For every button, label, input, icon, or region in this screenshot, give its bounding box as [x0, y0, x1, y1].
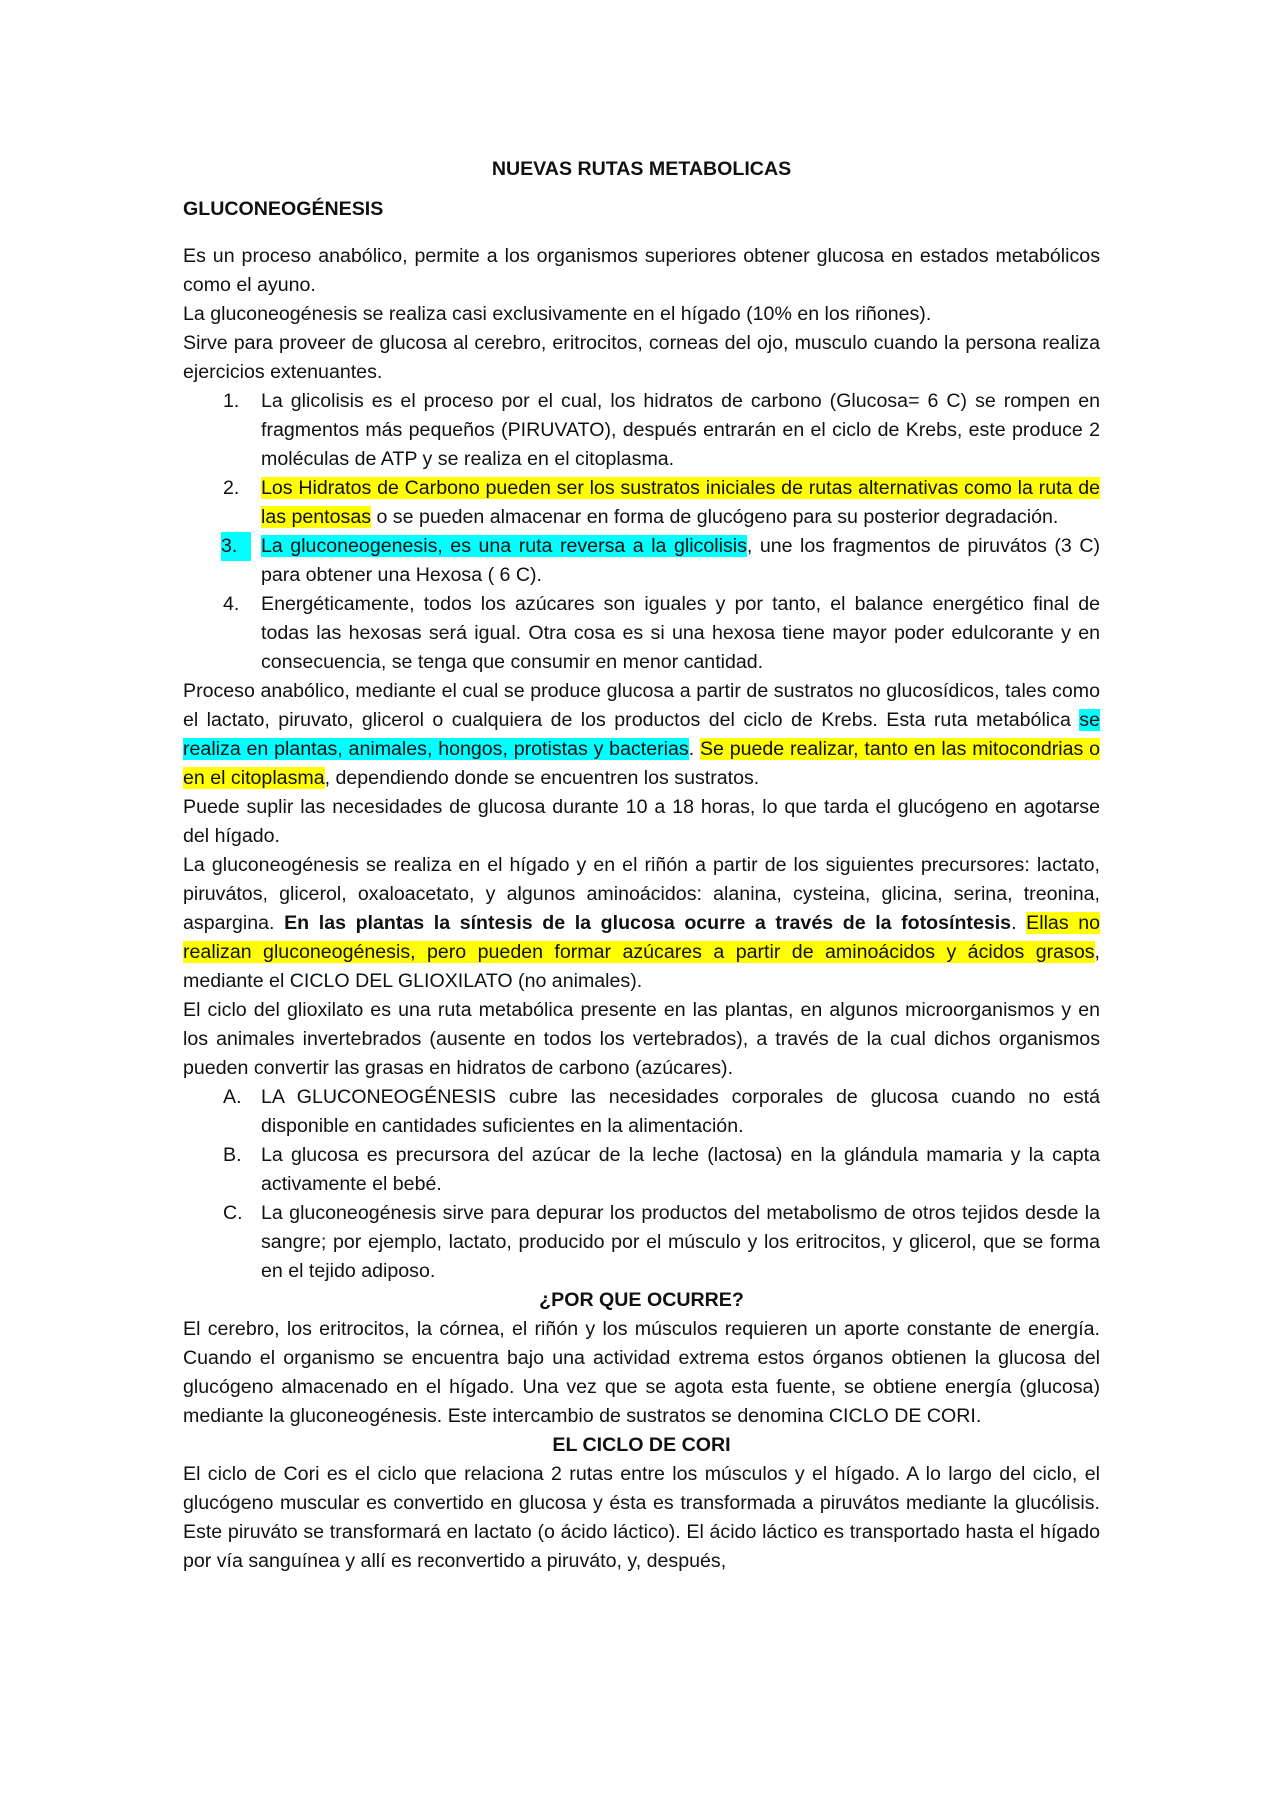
- list-item-text: La gluconeogénesis sirve para depurar los productos del metabolismo de otros tejidos desde la sangre; por ejemplo, lactato, producido por el músculo y los eritrocitos, y glicerol, que se forma en el tejido adiposo.: [261, 1202, 1100, 1282]
- text-run: Proceso anabólico, mediante el cual se produce glucosa a partir de sustratos no glucosídicos, tales como el lactato, piruvato, glicerol o cualquiera de los productos del ciclo de Krebs. Esta ruta metabólica: [183, 680, 1100, 731]
- list-item-text: La glucosa es precursora del azúcar de la leche (lactosa) en la glándula mamaria y la capta activamente el bebé.: [261, 1144, 1100, 1195]
- list-item-text: , une los fragmentos de piruvátos (3 C) para obtener una Hexosa ( 6 C).: [261, 535, 1101, 586]
- list-item-text: o se pueden almacenar en forma de glucógeno para su posterior degradación.: [371, 506, 1059, 528]
- text-run: , mediante el CICLO DEL GLIOXILATO (no animales).: [183, 941, 1100, 992]
- list-item: [183, 590, 1100, 677]
- text-run: , dependiendo donde se encuentren los sustratos.: [324, 767, 760, 789]
- paragraph-glioxilato: El ciclo del glioxilato es una ruta metabólica presente en las plantas, en algunos microorganismos y en los animales invertebrados (ausente en todos los vertebrados), a través de la cual dichos organismos pueden convertir las grasas en hidratos de carbono (azúcares).: [183, 999, 1100, 1079]
- list-item: [183, 1141, 1100, 1199]
- list-marker: B.: [223, 1144, 242, 1166]
- list-marker: 1.: [223, 390, 240, 412]
- list-marker: 4.: [223, 593, 240, 615]
- section-heading-gluconeogenesis: GLUCONEOGÉNESIS: [183, 198, 384, 220]
- paragraph-ciclo-de-cori: El ciclo de Cori es el ciclo que relaciona 2 rutas entre los músculos y el hígado. A lo largo del ciclo, el glucógeno muscular es convertido en glucosa y ésta es transformada a piruvátos mediante la glucólisis. Este piruváto se transformará en lactato (o ácido láctico). El ácido láctico es transportado hasta el hígado por vía sanguínea y allí es reconvertido a piruváto, y, después,: [183, 1463, 1100, 1572]
- list-item: [183, 474, 1100, 532]
- paragraph-precursores: [183, 851, 1100, 996]
- paragraph-por-que: El cerebro, los eritrocitos, la córnea, el riñón y los músculos requieren un aporte constante de energía. Cuando el organismo se encuentra bajo una actividad extrema estos órganos obtienen la glucosa del glucógeno almacenado en el hígado. Una vez que se agota esta fuente, se obtiene energía (glucosa) mediante la gluconeogénesis. Este intercambio de sustratos se denomina CICLO DE CORI.: [183, 1318, 1100, 1427]
- list-item: [183, 532, 1100, 590]
- list-item: [183, 1083, 1100, 1141]
- list-item-text: LA GLUCONEOGÉNESIS cubre las necesidades corporales de glucosa cuando no está disponible en cantidades suficientes en la alimentación.: [261, 1086, 1100, 1137]
- list-item-text: La glicolisis es el proceso por el cual, los hidratos de carbono (Glucosa= 6 C) se rompen en fragmentos más pequeños (PIRUVATO), después entrarán en el ciclo de Krebs, este produce 2 moléculas de ATP y se realiza en el citoplasma.: [261, 390, 1100, 470]
- section-heading-ciclo-de-cori: EL CICLO DE CORI: [552, 1434, 731, 1456]
- highlighted-text-cyan: se realiza en plantas, animales, hongos, protistas y bacterias: [183, 709, 1100, 760]
- list-marker: C.: [223, 1202, 243, 1224]
- text-run: .: [688, 738, 700, 760]
- document-title: NUEVAS RUTAS METABOLICAS: [491, 158, 792, 180]
- list-marker: 2.: [223, 477, 240, 499]
- section-heading-por-que-ocurre: ¿POR QUE OCURRE?: [539, 1289, 744, 1311]
- highlighted-text-cyan: La gluconeogenesis, es una ruta reversa a la glicolisis: [261, 535, 747, 557]
- intro-paragraph-2: La gluconeogénesis se realiza casi exclusivamente en el hígado (10% en los riñones).: [183, 303, 932, 325]
- list-item: [183, 387, 1100, 474]
- numbered-list: [183, 387, 1100, 677]
- highlighted-text-yellow: Ellas no realizan gluconeogénesis, pero pueden formar azúcares a partir de aminoácidos y ácidos grasos: [183, 912, 1101, 963]
- intro-paragraph-1: Es un proceso anabólico, permite a los organismos superiores obtener glucosa en estados metabólicos como el ayuno.: [183, 245, 1100, 296]
- document-body: [183, 155, 1100, 1576]
- text-run: La gluconeogénesis se realiza en el hígado y en el riñón a partir de los siguientes precursores: lactato, piruvátos, glicerol, oxaloacetato, y algunos aminoácidos: alanina, cysteina, glicina, serina, treonina, aspargina.: [183, 854, 1100, 934]
- list-item: [183, 1199, 1100, 1286]
- text-run: .: [1011, 912, 1027, 934]
- paragraph-proceso-anabolico: [183, 677, 1100, 793]
- list-marker: A.: [223, 1086, 242, 1108]
- paragraph-suplir: Puede suplir las necesidades de glucosa durante 10 a 18 horas, lo que tarda el glucógeno en agotarse del hígado.: [183, 796, 1100, 847]
- intro-paragraph-3: Sirve para proveer de glucosa al cerebro, eritrocitos, corneas del ojo, musculo cuando la persona realiza ejercicios extenuantes.: [183, 332, 1100, 383]
- lettered-list: [183, 1083, 1100, 1286]
- bold-text: En las plantas la síntesis de la glucosa ocurre a través de la fotosíntesis: [284, 912, 1012, 934]
- list-marker-highlighted: 3.: [221, 532, 251, 561]
- highlighted-text-yellow: Los Hidratos de Carbono pueden ser los sustratos iniciales de rutas alternativas como la ruta de las pentosas: [261, 477, 1100, 528]
- list-item-text: Energéticamente, todos los azúcares son iguales y por tanto, el balance energético final de todas las hexosas será igual. Otra cosa es si una hexosa tiene mayor poder edulcorante y en consecuencia, se tenga que consumir en menor cantidad.: [261, 593, 1100, 673]
- highlighted-text-yellow: Se puede realizar, tanto en las mitocondrias o en el citoplasma: [183, 738, 1100, 789]
